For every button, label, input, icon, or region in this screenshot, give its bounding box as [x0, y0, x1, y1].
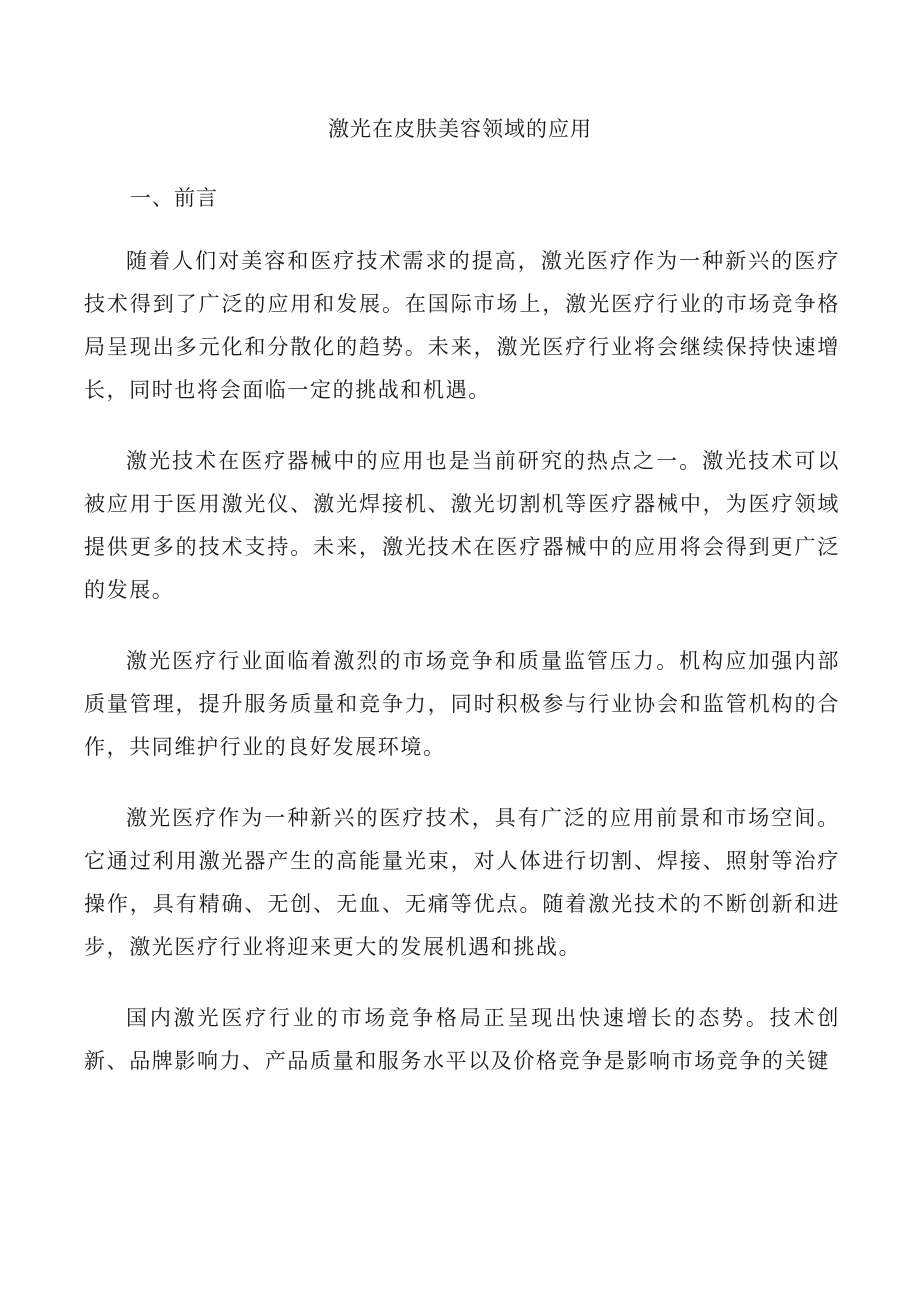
paragraph: 随着人们对美容和医疗技术需求的提高，激光医疗作为一种新兴的医疗技术得到了广泛的应用和发展。在国际市场上，激光医疗行业的市场竞争格局呈现出多元化和分散化的趋势。未来，激光医疗行业将会继续保持快速增长，同时也将会面临一定的挑战和机遇。 — [84, 249, 840, 402]
document-title: 激光在皮肤美容领域的应用 — [328, 117, 592, 141]
paragraph: 激光医疗作为一种新兴的医疗技术，具有广泛的应用前景和市场空间。它通过利用激光器产生的高能量光束，对人体进行切割、焊接、照射等治疗操作，具有精确、无创、无血、无痛等优点。随着激光技术的不断创新和进步，激光医疗行业将迎来更大的发展机遇和挑战。 — [84, 806, 840, 959]
paragraph: 激光医疗行业面临着激烈的市场竞争和质量监管压力。机构应加强内部质量管理，提升服务质量和竞争力，同时积极参与行业协会和监管机构的合作，共同维护行业的良好发展环境。 — [84, 649, 840, 759]
paragraph: 国内激光医疗行业的市场竞争格局正呈现出快速增长的态势。技术创新、品牌影响力、产品质量和服务水平以及价格竞争是影响市场竞争的关键 — [84, 1006, 840, 1073]
section-heading: 一、前言 — [130, 186, 218, 210]
paragraph: 激光技术在医疗器械中的应用也是当前研究的热点之一。激光技术可以被应用于医用激光仪、激光焊接机、激光切割机等医疗器械中，为医疗领域提供更多的技术支持。未来，激光技术在医疗器械中的应用将会得到更广泛的发展。 — [84, 449, 840, 602]
document-body — [84, 240, 840, 1111]
